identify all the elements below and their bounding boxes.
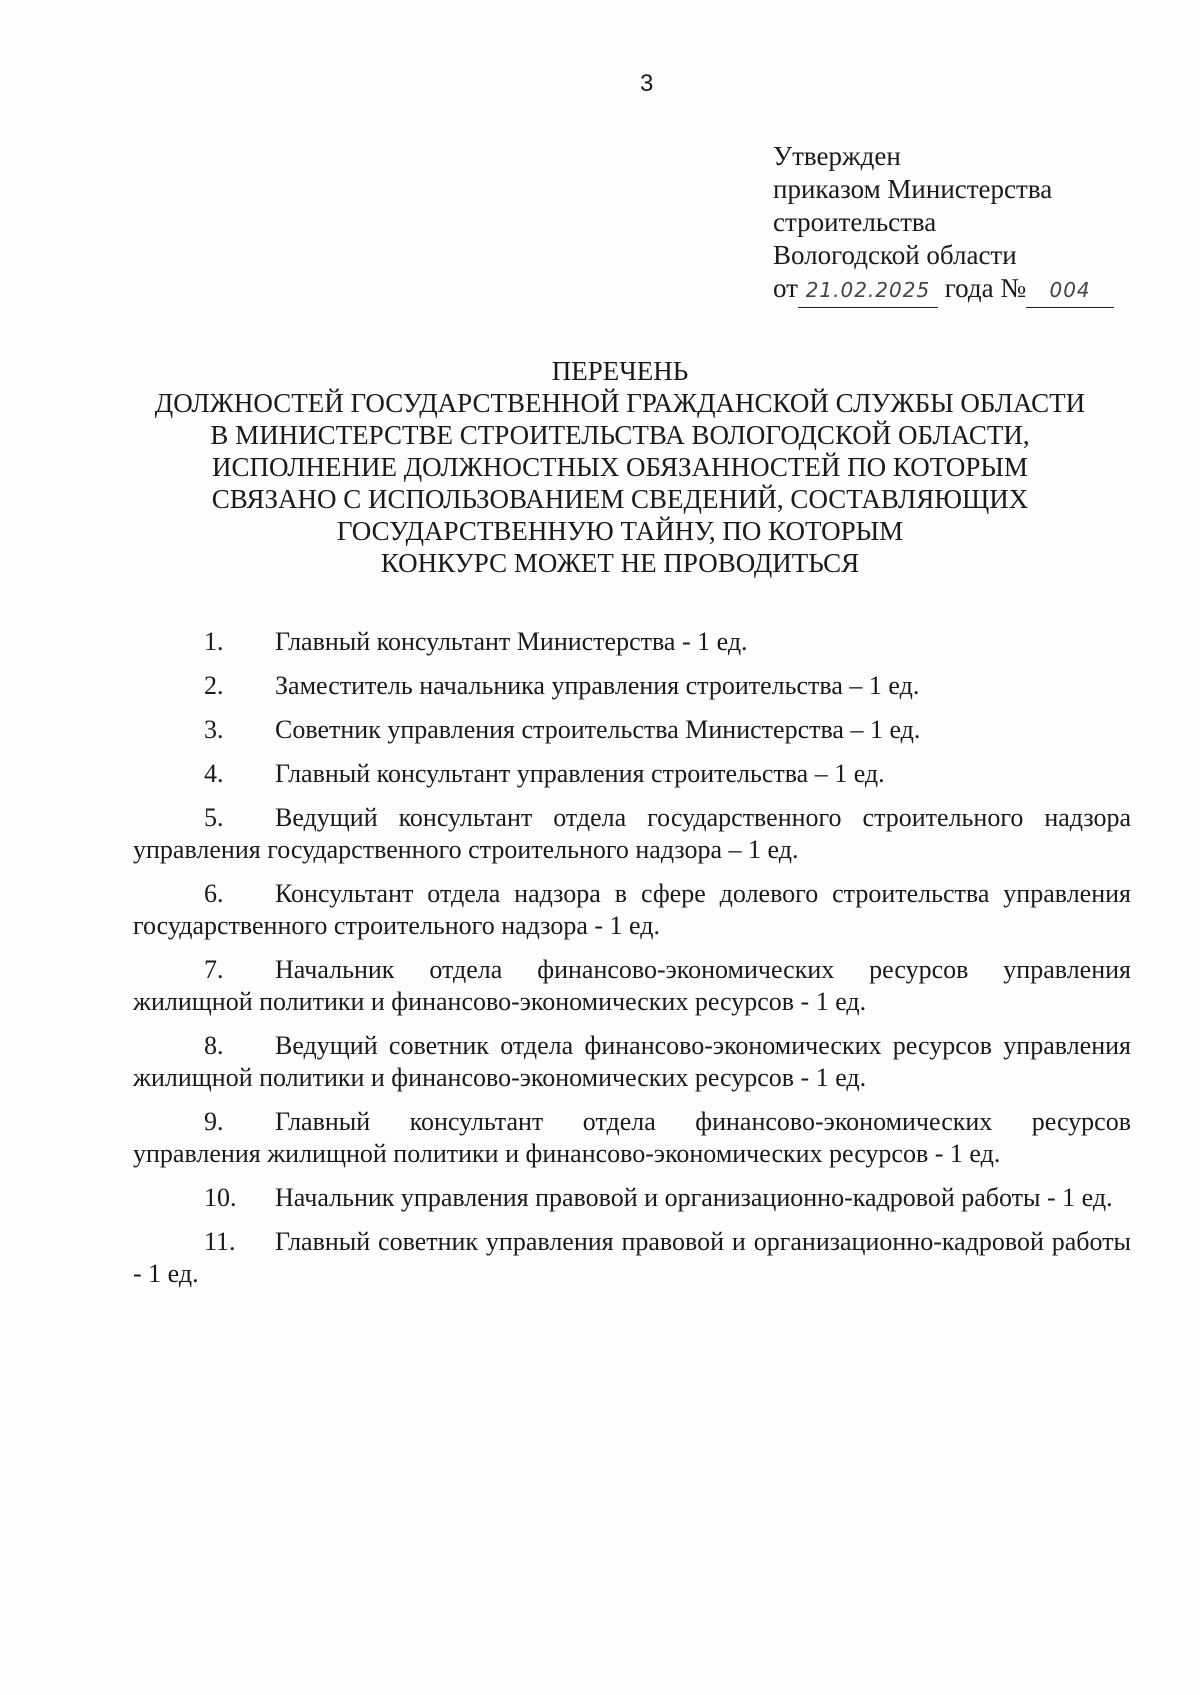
list-item [133,1226,1131,1290]
list-item-number: 11. [204,1227,236,1256]
list-item [133,878,1131,942]
list-item [133,758,1131,790]
list-item [133,1030,1131,1094]
list-item-number: 2. [204,671,224,700]
title-line-1: ПЕРЕЧЕНЬ [551,356,689,386]
list-item-text: Начальник управления правовой и организационно-кадровой работы - 1 ед. [275,1183,1113,1212]
list-item-text: Ведущий консультант отдела государственного строительного надзора управления государственного строительного надзора – 1 ед. [133,803,1131,864]
list-item [133,954,1131,1018]
list-item-text: Консультант отдела надзора в сфере долевого строительства управления государственного строительного надзора - 1 ед. [133,879,1131,940]
title-line-2: ДОЛЖНОСТЕЙ ГОСУДАРСТВЕННОЙ ГРАЖДАНСКОЙ СЛУЖБЫ ОБЛАСТИ [154,388,1086,418]
list-item [133,670,1131,702]
title-line-6: ГОСУДАРСТВЕННУЮ ТАЙНУ, ПО КОТОРЫМ [336,516,904,546]
list-item-text: Главный советник управления правовой и организационно-кадровой работы - 1 ед. [133,1227,1131,1288]
list-item-text: Начальник отдела финансово-экономических ресурсов управления жилищной политики и финансово-экономических ресурсов - 1 ед. [133,955,1131,1016]
approval-date-line [773,272,1114,308]
approval-number-sign: № [1000,273,1027,303]
approval-prefix-from: от [773,273,798,303]
list-item [133,1182,1131,1214]
approval-line-4: Вологодской области [773,240,1017,270]
approval-line-3: строительства [773,207,937,237]
list-item-number: 8. [204,1031,224,1060]
positions-list [133,626,1131,1302]
title-line-5: СВЯЗАНО С ИСПОЛЬЗОВАНИЕМ СВЕДЕНИЙ, СОСТАВЛЯЮЩИХ [211,484,1029,514]
list-item [133,626,1131,658]
list-item-text: Главный консультант отдела финансово-экономических ресурсов управления жилищной политики и финансово-экономических ресурсов - 1 ед. [133,1107,1131,1168]
list-item-text: Главный консультант Министерства - 1 ед. [275,627,748,656]
handwritten-order-number: 004 [1026,274,1114,308]
list-item-number: 4. [204,759,224,788]
list-item-number: 5. [204,803,224,832]
page-number: 3 [640,70,654,97]
approval-line-2: приказом Министерства [773,174,1053,204]
handwritten-date: 21.02.2025 [798,274,938,308]
list-item [133,1106,1131,1170]
document-title [120,355,1120,579]
list-item-number: 7. [204,955,224,984]
list-item-text: Ведущий советник отдела финансово-экономических ресурсов управления жилищной политики и финансово-экономических ресурсов - 1 ед. [133,1031,1131,1092]
list-item-text: Заместитель начальника управления строительства – 1 ед. [275,671,920,700]
list-item-text: Главный консультант управления строительства – 1 ед. [275,759,885,788]
list-item-number: 9. [204,1107,224,1136]
approval-year-word: года [944,273,994,303]
list-item-text: Советник управления строительства Министерства – 1 ед. [275,715,921,744]
list-item [133,802,1131,866]
list-item-number: 6. [204,879,224,908]
approval-block [773,140,1114,308]
list-item-number: 10. [204,1183,237,1212]
title-line-7: КОНКУРС МОЖЕТ НЕ ПРОВОДИТЬСЯ [380,548,860,578]
list-item-number: 1. [204,627,224,656]
title-line-4: ИСПОЛНЕНИЕ ДОЛЖНОСТНЫХ ОБЯЗАННОСТЕЙ ПО КОТОРЫМ [212,452,1028,482]
list-item-number: 3. [204,715,224,744]
title-line-3: В МИНИСТЕРСТВЕ СТРОИТЕЛЬСТВА ВОЛОГОДСКОЙ ОБЛАСТИ, [210,420,1030,450]
list-item [133,714,1131,746]
approval-line-1: Утвержден [773,141,901,171]
